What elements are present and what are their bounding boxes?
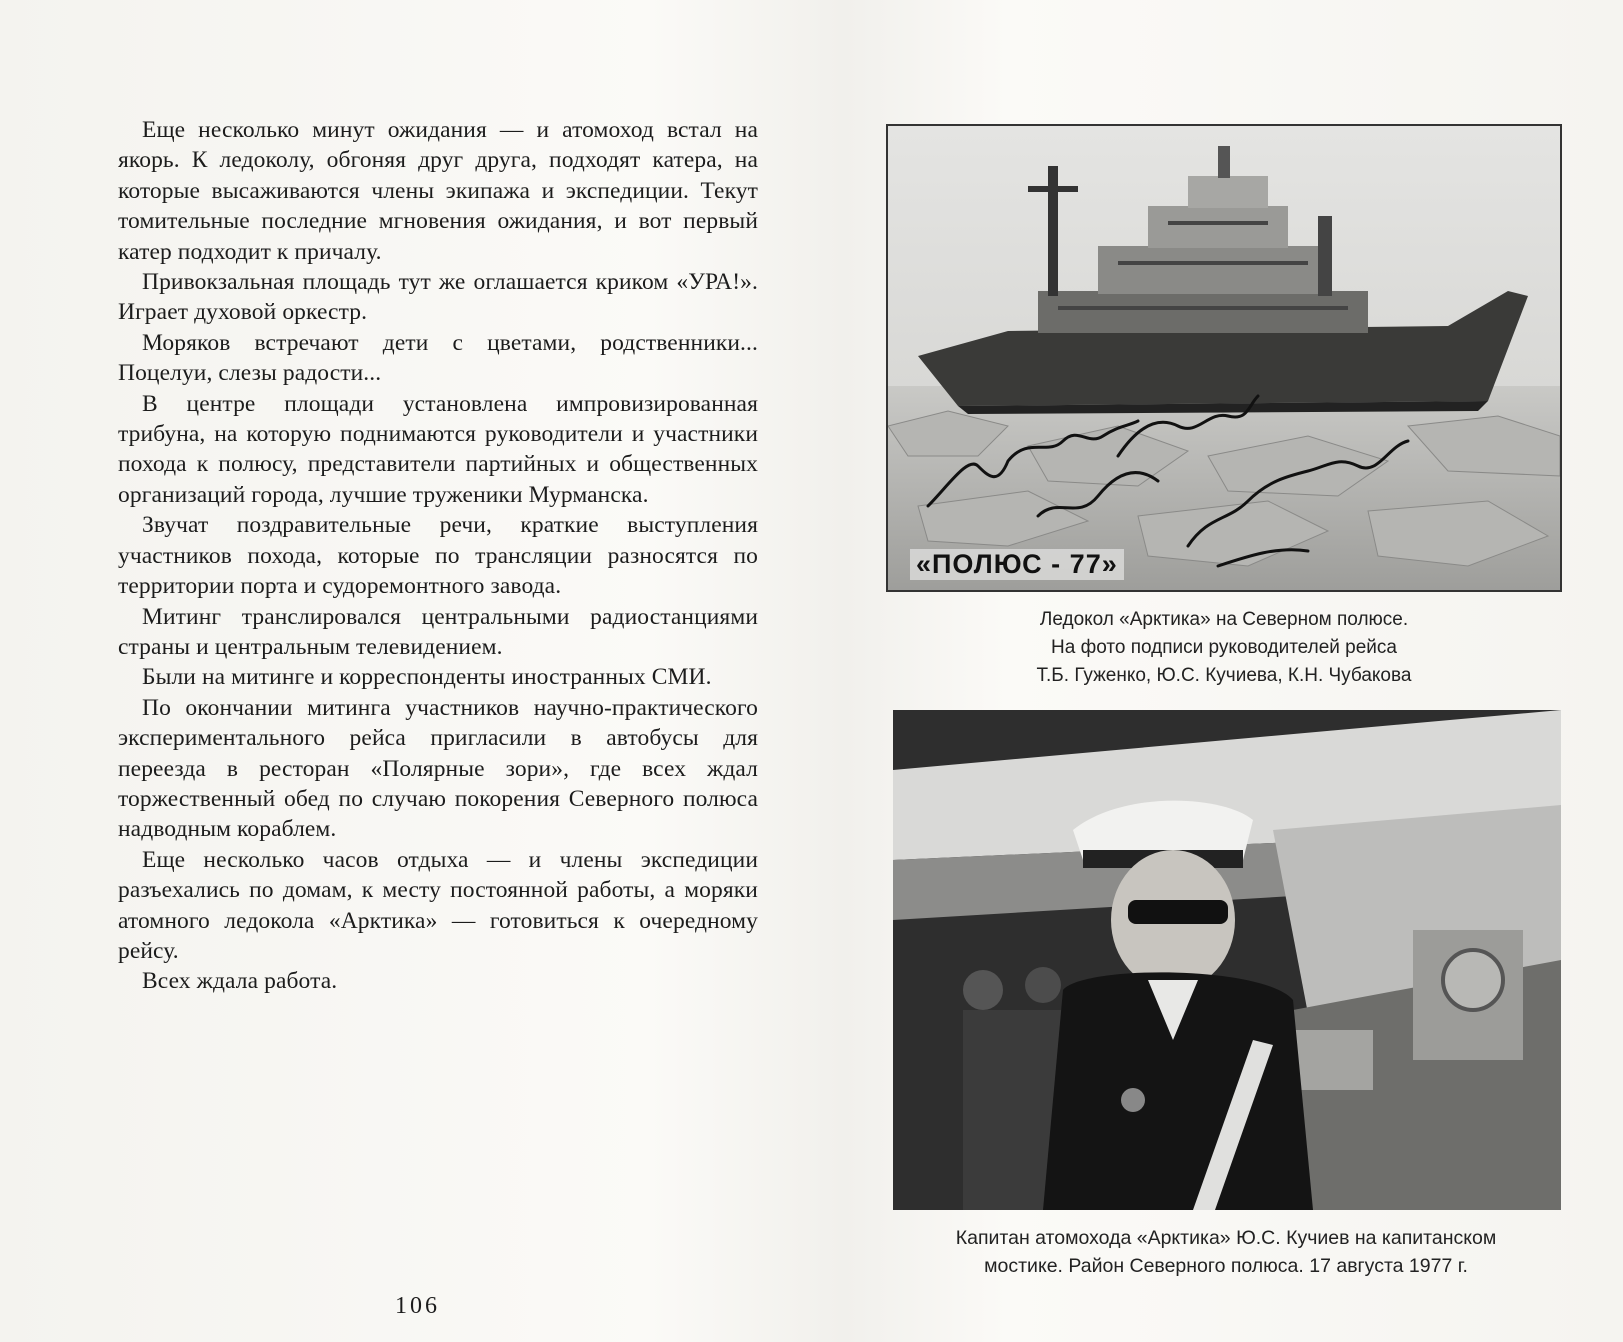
- caption-line: мостике. Район Северного полюса. 17 августа 1977 г.: [984, 1255, 1468, 1277]
- left-page-text: [118, 115, 758, 997]
- caption-line: Т.Б. Гуженко, Ю.С. Кучиева, К.Н. Чубакова: [1036, 665, 1412, 686]
- caption-line: На фото подписи руководителей рейса: [1051, 637, 1397, 658]
- captain-illustration: [893, 710, 1561, 1210]
- captain-photo: [893, 710, 1561, 1210]
- paragraph: Еще несколько минут ожидания — и атомоход встал на якорь. К ледоколу, обгоняя друг друга, подходят катера, на которые высаживаются члены экипажа и экспедиции. Текут томительные последние мгновения ожидания, и вот первый катер подходит к причалу.: [118, 117, 758, 265]
- photo1-caption: [886, 606, 1562, 690]
- paragraph: Всех ждала работа.: [142, 968, 338, 995]
- paragraph: Звучат поздравительные речи, краткие выступления участников похода, которые по трансляции разносятся по территории порта и судоремонтного завода.: [118, 512, 758, 600]
- paragraph: Были на митинге и корреспонденты иностранных СМИ.: [142, 664, 712, 691]
- caption-line: Ледокол «Арктика» на Северном полюсе.: [1039, 609, 1409, 630]
- paragraph: Моряков встречают дети с цветами, родственники... Поцелуи, слезы радости...: [118, 329, 758, 387]
- paragraph: Митинг транслировался центральными радиостанциями страны и центральным телевидением.: [118, 603, 758, 660]
- photo2-caption: [870, 1224, 1582, 1280]
- photo-stamp: «ПОЛЮС - 77»: [910, 549, 1124, 580]
- paragraph: Привокзальная площадь тут же оглашается криком «УРА!». Играет духовой оркестр.: [118, 269, 758, 326]
- page-number: 106: [395, 1293, 440, 1319]
- paragraph: По окончании митинга участников научно-практического экспериментального рейса пригласили в автобусы для переезда в ресторан «Полярные зори», где всех ждал торжественный обед по случаю покорения Северного полюса надводным кораблем.: [118, 694, 758, 843]
- paragraph: Еще несколько часов отдыха — и члены экспедиции разъехались по домам, к месту постоянной работы, а моряки атомного ледокола «Арктика» — готовиться к очередному рейсу.: [118, 846, 758, 964]
- icebreaker-photo: [886, 124, 1562, 592]
- caption-line: Капитан атомохода «Арктика» Ю.С. Кучиев на капитанском: [955, 1227, 1497, 1249]
- paragraph: В центре площади установлена импровизированная трибуна, на которую поднимаются руководители и участники похода к полюсу, представители партийных и общественных организаций города, лучшие труженики Мурманска.: [118, 390, 758, 508]
- icebreaker-illustration: [888, 126, 1560, 590]
